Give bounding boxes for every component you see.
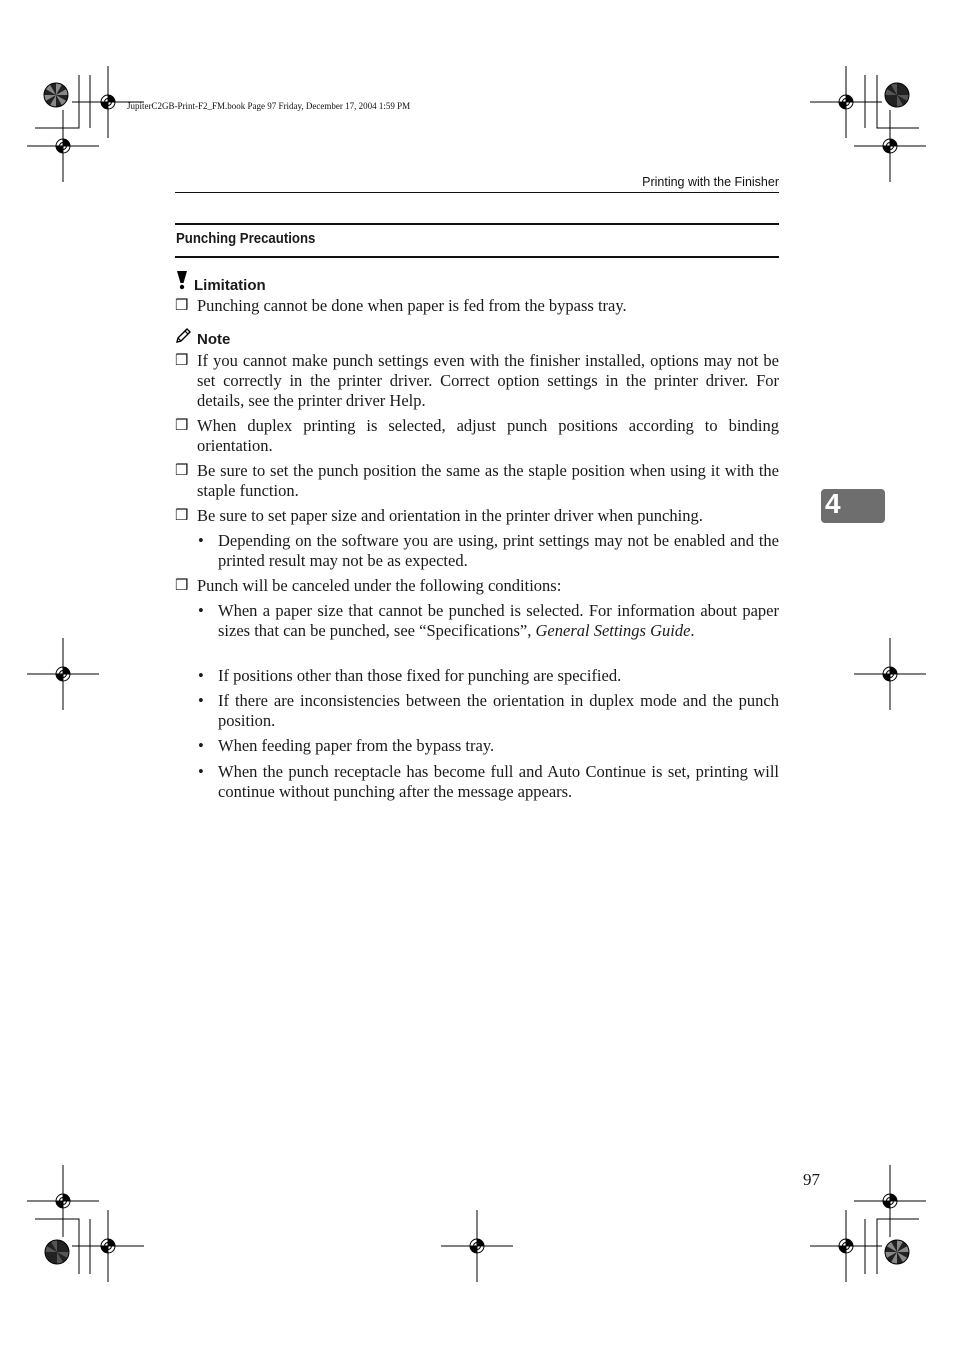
bullet-item: • When feeding paper from the bypass tray. <box>198 736 495 755</box>
bullet-icon: • <box>198 601 204 620</box>
checkbox-icon: ❒ <box>175 578 189 594</box>
checkbox-icon: ❒ <box>175 298 189 314</box>
pencil-icon <box>175 327 192 348</box>
bullet-item: • If positions other than those fixed for punching are specified. <box>198 666 622 685</box>
guide-reference: General Settings Guide <box>535 621 691 640</box>
section-title: Punching Precautions <box>176 230 316 247</box>
bullet-icon: • <box>198 762 204 781</box>
checkbox-icon: ❒ <box>175 463 189 479</box>
bullet-item: • When the punch receptacle has become full and Auto Continue is set, printing will continue without punching after the message appears. <box>198 762 779 801</box>
header-rule <box>175 192 779 193</box>
limitation-item: ❒ Punching cannot be done when paper is fed from the bypass tray. <box>175 296 627 315</box>
bullet-item: • Depending on the software you are using, print settings may not be enabled and the printed result may not be as expected. <box>198 531 779 570</box>
running-header: Printing with the Finisher <box>642 175 779 189</box>
checkbox-icon: ❒ <box>175 508 189 524</box>
exclamation-icon <box>175 270 189 294</box>
section-top-rule <box>175 223 779 225</box>
bullet-icon: • <box>198 691 204 710</box>
note-item: ❒ When duplex printing is selected, adjust punch positions according to binding orientation. <box>175 416 779 455</box>
bullet-icon: • <box>198 666 204 685</box>
bullet-icon: • <box>198 531 204 550</box>
limitation-heading: Limitation <box>175 270 266 294</box>
bullet-icon: • <box>198 736 204 755</box>
note-item: ❒ Be sure to set the punch position the same as the staple position when using it with the staple function. <box>175 461 779 500</box>
section-bottom-rule <box>175 256 779 258</box>
checkbox-icon: ❒ <box>175 353 189 369</box>
bullet-item: • When a paper size that cannot be punched is selected. For information about paper sizes that can be punched, see “Specifications”, General Settings Guide. <box>198 601 779 640</box>
note-item: ❒ Punch will be canceled under the following conditions: <box>175 576 562 595</box>
note-heading: Note <box>175 327 230 348</box>
page-number: 97 <box>803 1170 820 1189</box>
bullet-item: • If there are inconsistencies between the orientation in duplex mode and the punch position. <box>198 691 779 730</box>
note-item: ❒ If you cannot make punch settings even with the finisher installed, options may not be set correctly in the printer driver. Correct option settings in the printer driver. For details, see the printer driver Help. <box>175 351 779 410</box>
chapter-tab: 4 <box>821 489 885 523</box>
file-meta: JupiterC2GB-Print-F2_FM.book Page 97 Friday, December 17, 2004 1:59 PM <box>127 101 411 111</box>
note-item: ❒ Be sure to set paper size and orientation in the printer driver when punching. <box>175 506 703 525</box>
checkbox-icon: ❒ <box>175 418 189 434</box>
